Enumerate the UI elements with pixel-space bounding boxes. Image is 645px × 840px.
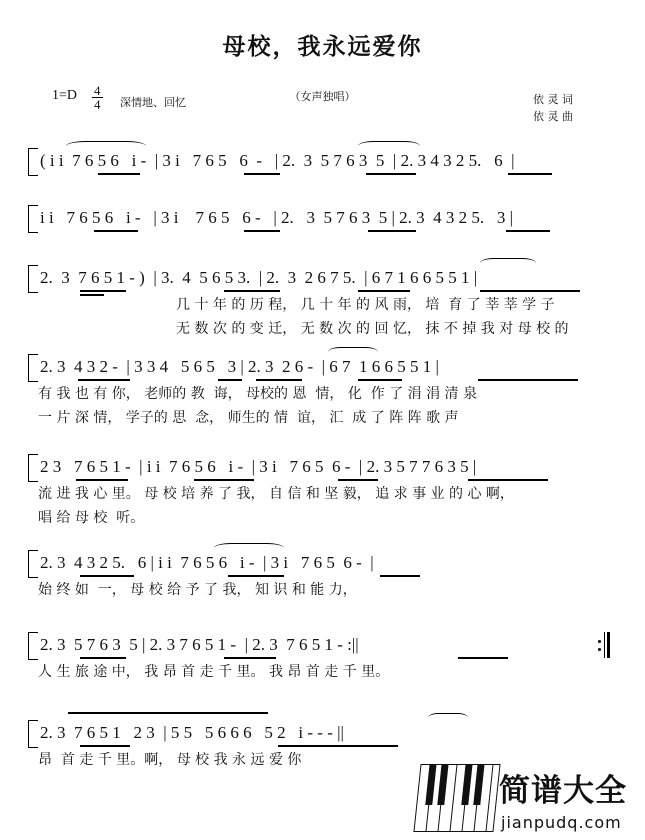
meter-denominator: 4 — [94, 97, 101, 112]
music-system-7 — [28, 630, 620, 684]
beam — [338, 479, 378, 481]
tempo-mood-marking: 深情地、回忆 — [120, 96, 186, 109]
music-system-1 — [28, 146, 620, 176]
page-title: 母校，我永远爱你 — [222, 34, 423, 60]
beam — [98, 173, 140, 175]
lyrics-verse-2: 唱 给 母 校 听。 — [38, 510, 145, 526]
credits — [533, 92, 573, 125]
notation-line: 2. 3 4 3 2 - | 3 3 4 5 6 5 3 | 2. 3 2 6 - | 6 7 1 6 6 5 5 1 | — [40, 357, 439, 376]
voice-indication: （女声独唱） — [289, 90, 356, 103]
beam — [80, 575, 134, 577]
beam — [508, 173, 552, 175]
system-bracket — [28, 148, 38, 176]
lyrics-verse-1: 昂 首 走 千 里。啊， 母 校 我 永 远 爱 你 — [38, 752, 302, 768]
lyrics-verse-1: 人 生 旅 途 中， 我 昂 首 走 千 里。 我 昂 首 走 千 里。 — [38, 664, 390, 680]
notation-line: 2. 3 7 6 5 1 2 3 | 5 5 5 6 6 6 5 2 i - - - || — [40, 723, 344, 742]
beam — [68, 712, 268, 714]
notation-line: i i 7 6 5 6 i - | 3 i 7 6 5 6 - | 2. 3 5 7 6 3 5 | 2. 3 4 3 2 5. 3 | — [40, 208, 514, 227]
beam — [244, 230, 280, 232]
beam — [218, 379, 242, 381]
beam — [224, 290, 280, 292]
notation-line: 2. 3 7 6 5 1 - ) | 3. 4 5 6 5 3. | 2. 3 2 6 7 5. | 6 7 1 6 6 5 5 1 | — [40, 268, 478, 287]
beam — [256, 379, 302, 381]
beam — [358, 379, 402, 381]
slur — [480, 258, 536, 268]
music-system-2 — [28, 203, 620, 233]
beam — [458, 657, 508, 659]
lyrics-verse-1: 有 我 也 有 你， 老师的 教 诲， 母校的 恩 情， 化 作 了 涓 涓 清 泉 — [38, 386, 478, 402]
beam — [80, 290, 126, 292]
key-signature: 1=D — [52, 88, 78, 103]
beam — [368, 230, 416, 232]
beam — [78, 379, 130, 381]
slur — [66, 141, 146, 151]
system-bracket — [28, 720, 38, 748]
lyricist-credit: 依 灵 词 — [533, 93, 573, 106]
beam — [278, 745, 398, 747]
beam — [506, 230, 550, 232]
beam — [228, 575, 284, 577]
slur — [428, 713, 468, 723]
slur — [214, 543, 284, 553]
slur — [328, 347, 378, 357]
system-bracket — [28, 550, 38, 578]
composer-credit: 依 灵 曲 — [533, 109, 573, 123]
meter-numerator: 4 — [94, 83, 101, 98]
notation-line: 2. 3 5 7 6 3 5 | 2. 3 7 6 5 1 - | 2. 3 7 6 5 1 - :|| — [40, 635, 359, 654]
beam-second — [80, 294, 104, 296]
notation-line: ( i i 7 6 5 6 i - | 3 i 7 6 5 6 - | 2. 3 5 7 6 3 5 | 2. 3 4 3 2 5. 6 | — [40, 151, 515, 170]
beam — [468, 479, 548, 481]
beam — [244, 173, 280, 175]
beam — [94, 230, 138, 232]
lyrics-verse-1: 始 终 如 一， 母 校 给 予 了 我， 知 识 和 能 力， — [38, 582, 357, 598]
notation-line: 2. 3 4 3 2 5. 6 | i i 7 6 5 6 i - | 3 i 7 6 5 6 - | — [40, 553, 374, 572]
beam — [358, 290, 410, 292]
beam — [80, 745, 130, 747]
music-system-3 — [28, 263, 620, 341]
piano-keys-icon — [413, 764, 500, 832]
system-bracket — [28, 265, 38, 293]
beam — [478, 379, 578, 381]
beam — [480, 290, 580, 292]
system-bracket — [28, 205, 38, 233]
beam — [76, 479, 128, 481]
system-bracket — [28, 354, 38, 382]
system-bracket — [28, 632, 38, 660]
beam — [194, 479, 254, 481]
lyrics-verse-2: 一 片 深 情， 学子的 思 念， 师生的 情 谊， 汇 成 了 阵 阵 歌 声 — [38, 410, 459, 426]
beam — [224, 657, 276, 659]
notation-line: 2 3 7 6 5 1 - | i i 7 6 5 6 i - | 3 i 7 6 5 6 - | 2. 3 5 7 7 6 3 5 | — [40, 457, 477, 476]
brand-url: jianpudq.com — [501, 813, 622, 832]
beam — [366, 173, 416, 175]
music-system-6 — [28, 548, 620, 602]
beam — [80, 657, 126, 659]
music-system-4 — [28, 352, 620, 430]
lyrics-verse-2: 无 数 次 的 变 迁， 无 数 次 的 回 忆， 抹 不 掉 我 对 母 校 的 — [176, 321, 569, 337]
slur — [358, 141, 420, 151]
beam — [380, 575, 420, 577]
brand-name: 简谱大全 — [499, 773, 627, 809]
watermark-logo — [417, 760, 637, 834]
system-bracket — [28, 454, 38, 482]
lyrics-verse-1: 流 进 我 心 里。 母 校 培 养 了 我， 自 信 和 坚 毅， 追 求 事 业 的 心 啊， — [38, 486, 514, 502]
music-system-5 — [28, 452, 620, 530]
lyrics-verse-1: 几 十 年 的 历 程， 几 十 年 的 风 雨， 培 育 了 莘 莘 学 子 — [176, 297, 555, 313]
